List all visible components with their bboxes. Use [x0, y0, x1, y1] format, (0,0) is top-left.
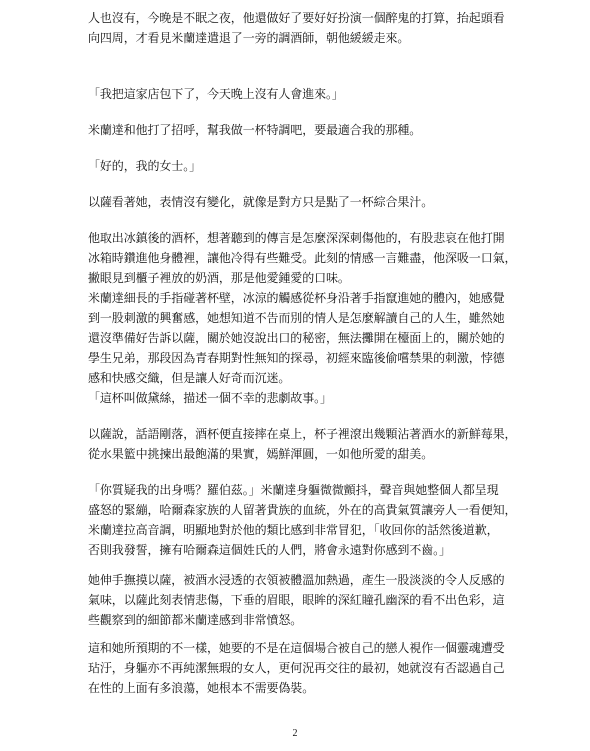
- text-line: 玷汙，身軀亦不再純潔無瑕的女人，更何況再交往的最初，她就沒有否認過自己: [88, 661, 505, 675]
- text-line: 還沒準備好告訴以薩，關於她沒說出口的秘密，無法攤開在檯面上的，關於她的: [88, 331, 505, 345]
- text-line: 以薩說，話語剛落，酒杯便直接摔在桌上，杯子裡滾出幾顆沾著酒水的新鮮莓果，: [88, 427, 517, 441]
- page-number: 2: [292, 728, 298, 739]
- paragraph: [88, 228, 517, 388]
- paragraph: [88, 480, 517, 560]
- text-line: 盛怒的緊繃，哈爾森家族的人留著貴族的血統，外在的高貴氣質讓旁人一看便知，: [88, 503, 517, 517]
- text-line: 這和她所預期的不一樣，她要的不是在這個場合被自己的戀人視作一個靈魂遭受: [88, 641, 505, 655]
- text-line: 人也沒有，今晚是不眠之夜，他還做好了要好好扮演一個醉鬼的打算，抬起頭看: [88, 11, 505, 25]
- text-line: 感和快感交織，但是讓人好奇而沉迷。: [88, 371, 291, 385]
- text-line: 些觀察到的細節都米蘭達感到非常憤怒。: [88, 613, 303, 627]
- paragraph: [88, 638, 508, 698]
- text-line: 「好的，我的女士。」: [88, 159, 202, 173]
- paragraph: [88, 424, 517, 464]
- text-line: 冰箱時鑽進他身體裡，讓他冷得有些難受。此刻的情感一言難盡，他深吸一口氣，: [88, 251, 517, 265]
- text-line: 學生兄弟，那段因為青春期對性無知的探尋，初經來臨後偷嚐禁果的刺激，悖德: [88, 351, 505, 365]
- text-line: 她伸手撫摸以薩，被酒水浸透的衣領被體溫加熱過，產生一股淡淡的令人反感的: [88, 573, 505, 587]
- text-line: 撇眼見到櫃子裡放的奶酒，那是他愛鍾愛的口味。: [88, 271, 350, 285]
- text-line: 「你質疑我的出身嗎？羅伯茲。」米蘭達身軀微微顫抖，聲音與她整個人都呈現: [88, 483, 499, 497]
- text-line: 向四周，才看見米蘭達遣退了一旁的調酒師，朝他緩緩走來。: [88, 31, 410, 45]
- paragraph: [88, 156, 508, 176]
- text-line: 到一股刺激的興奮感，她想知道不告而別的情人是怎麼解讀自己的人生，雖然她: [88, 311, 505, 325]
- text-line: 米蘭達拉高音調，明顯地對於他的類比感到非常冒犯，「收回你的話然後道歉，: [88, 523, 499, 537]
- text-line: 在性的上面有多浪蕩，她根本不需要偽裝。: [88, 681, 315, 695]
- text-line: 他取出冰鎮後的酒杯，想著聽到的傳言是怎麼深深刺傷他的，有股悲哀在他打開: [88, 231, 505, 245]
- text-line: 氣味，以薩此刻表情悲傷，下垂的眉眼，眼眸的深紅瞳孔幽深的看不出色彩，這: [88, 593, 505, 607]
- paragraph: [88, 570, 508, 630]
- text-line: 「我把這家店包下了，今天晚上沒有人會進來。」: [88, 87, 344, 101]
- text-line: 從水果籃中挑揀出最飽滿的果實，嫣鮮渾圓，一如他所愛的甜美。: [88, 447, 434, 461]
- text-line: 米蘭達和他打了招呼，幫我做一杯特調吧，要最適合我的那種。: [88, 123, 422, 137]
- paragraph: [88, 120, 508, 140]
- text-line: 以薩看著她，表情沒有變化，就像是對方只是點了一杯綜合果汁。: [88, 195, 434, 209]
- paragraph: [88, 8, 508, 48]
- paragraph: [88, 192, 508, 212]
- text-line: 米蘭達細長的手指碰著杯壁，冰涼的觸感從杯身沿著手指竄進她的體內，她感覺: [88, 291, 505, 305]
- text-line: 「這杯叫做黛絲，描述一個不幸的悲劇故事。」: [88, 391, 332, 405]
- text-line: 否則我發誓，擁有哈爾森這個姓氏的人們，將會永遠對你感到不齒。」: [88, 543, 451, 557]
- paragraph: [88, 388, 508, 408]
- paragraph: [88, 84, 508, 104]
